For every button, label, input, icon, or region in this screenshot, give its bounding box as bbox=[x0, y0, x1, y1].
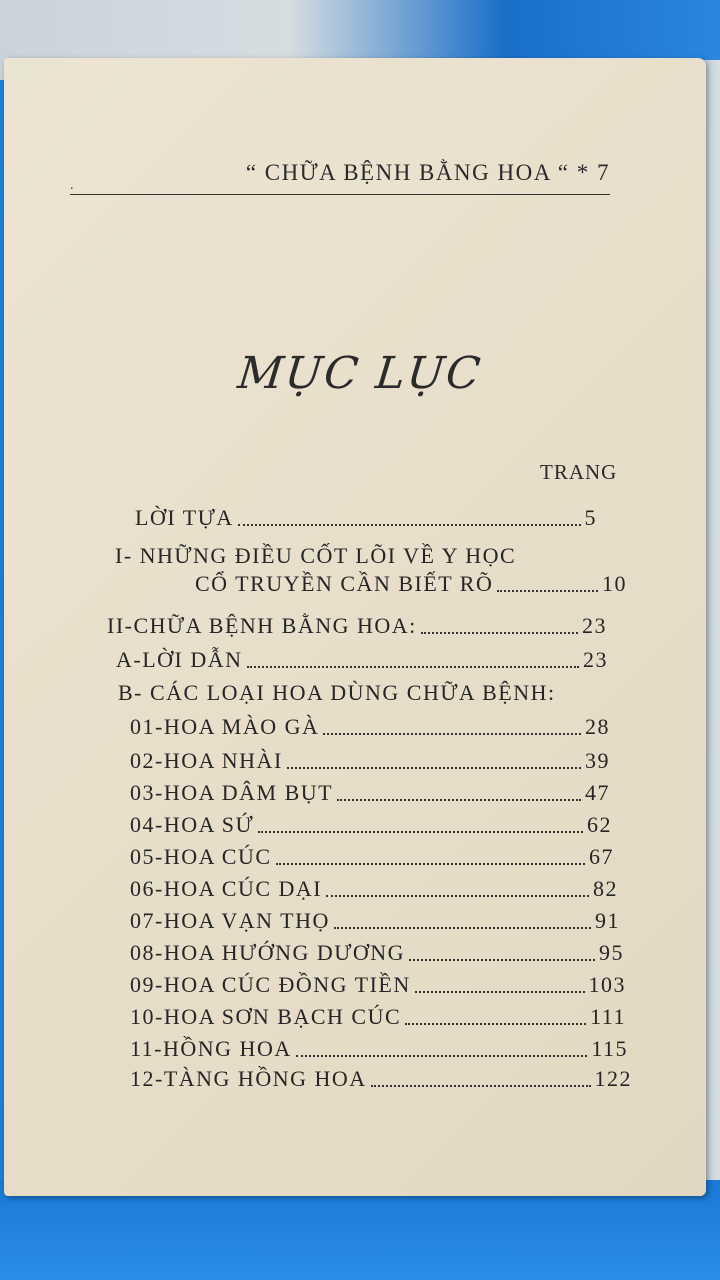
toc-entry bbox=[130, 812, 612, 838]
toc-entry-label: 04-HOA SỨ bbox=[130, 812, 255, 837]
toc-entry-page: 62 bbox=[587, 812, 612, 837]
toc-entry-page: 115 bbox=[591, 1036, 628, 1061]
toc-entry-label: 01-HOA MÀO GÀ bbox=[130, 714, 320, 739]
dot-leader bbox=[326, 895, 589, 897]
toc-entry bbox=[115, 543, 516, 569]
toc-entry-label: 07-HOA VẠN THỌ bbox=[130, 908, 330, 933]
dot-leader bbox=[296, 1055, 588, 1057]
dot-leader bbox=[409, 959, 595, 961]
toc-entry-label: 11-HỒNG HOA bbox=[130, 1036, 292, 1061]
toc-entry-page: 103 bbox=[588, 972, 626, 997]
toc-entry-label: CỔ TRUYỀN CẦN BIẾT RÕ bbox=[195, 571, 494, 596]
toc-entry-page: 10 bbox=[602, 571, 627, 596]
toc-entry-label: 10-HOA SƠN BẠCH CÚC bbox=[130, 1004, 402, 1029]
toc-entry-label: 12-TÀNG HỒNG HOA bbox=[130, 1066, 367, 1091]
toc-entry-page: 39 bbox=[585, 748, 610, 773]
toc-entry-page: 111 bbox=[590, 1004, 626, 1029]
toc-entry-label: LỜI TỰA bbox=[135, 505, 234, 530]
dot-leader bbox=[337, 799, 581, 801]
dot-leader bbox=[238, 524, 581, 526]
toc-entry bbox=[130, 972, 626, 998]
dot-leader bbox=[405, 1023, 586, 1025]
toc-entry bbox=[107, 613, 607, 639]
toc-entry-page: 47 bbox=[585, 780, 610, 805]
toc-entry bbox=[130, 908, 620, 934]
toc-entry-page: 67 bbox=[589, 844, 614, 869]
dot-leader bbox=[276, 863, 585, 865]
toc-entry bbox=[118, 680, 556, 706]
toc-entry bbox=[116, 647, 608, 673]
toc-entry bbox=[130, 714, 610, 740]
toc-entry-label: B- CÁC LOẠI HOA DÙNG CHỮA BỆNH: bbox=[118, 680, 556, 705]
running-header bbox=[70, 160, 610, 195]
toc-entry bbox=[130, 1004, 626, 1030]
dot-leader bbox=[258, 831, 583, 833]
page-column-label: TRANG bbox=[540, 460, 618, 484]
toc-entry-label: I- NHỮNG ĐIỀU CỐT LÕI VỀ Y HỌC bbox=[115, 543, 517, 568]
toc-entry-label: 02-HOA NHÀI bbox=[130, 748, 283, 773]
toc-entry-label: 08-HOA HƯỚNG DƯƠNG bbox=[130, 940, 406, 965]
dot-leader bbox=[334, 927, 591, 929]
header-dot: . bbox=[70, 178, 74, 193]
dot-leader bbox=[421, 632, 578, 634]
toc-entry-page: 28 bbox=[585, 714, 610, 739]
toc-entry bbox=[130, 1066, 632, 1092]
toc-entry bbox=[130, 876, 618, 902]
dot-leader bbox=[415, 991, 585, 993]
toc-entry-label: 03-HOA DÂM BỤT bbox=[130, 780, 334, 805]
toc-entry bbox=[130, 940, 624, 966]
toc-entry-label: II-CHỮA BỆNH BẰNG HOA: bbox=[107, 613, 417, 638]
dot-leader bbox=[497, 590, 598, 592]
dot-leader bbox=[323, 733, 581, 735]
toc-entry-page: 23 bbox=[583, 647, 608, 672]
toc-entry-label: 05-HOA CÚC bbox=[130, 844, 272, 869]
toc-entry-label: A-LỜI DẪN bbox=[116, 647, 243, 672]
header-title: “ CHỮA BỆNH BẰNG HOA “ * 7 bbox=[245, 160, 610, 185]
toc-entry-label: 06-HOA CÚC DẠI bbox=[130, 876, 323, 901]
toc-entry bbox=[130, 780, 610, 806]
toc-entry bbox=[130, 844, 614, 870]
dot-leader bbox=[247, 666, 579, 668]
toc-entry-page: 95 bbox=[599, 940, 624, 965]
toc-entry bbox=[130, 1036, 628, 1062]
dot-leader bbox=[287, 767, 581, 769]
toc-entry bbox=[135, 505, 597, 531]
toc-entry bbox=[195, 571, 627, 597]
toc-entry-page: 122 bbox=[594, 1066, 632, 1091]
page-title: MỤC LỤC bbox=[235, 348, 485, 399]
toc-entry bbox=[130, 748, 610, 774]
toc-entry-label: 09-HOA CÚC ĐỒNG TIỀN bbox=[130, 972, 411, 997]
dot-leader bbox=[371, 1085, 591, 1087]
toc-entry-page: 82 bbox=[593, 876, 618, 901]
toc-entry-page: 23 bbox=[582, 613, 607, 638]
toc-entry-page: 91 bbox=[595, 908, 620, 933]
toc-entry-page: 5 bbox=[584, 505, 597, 530]
